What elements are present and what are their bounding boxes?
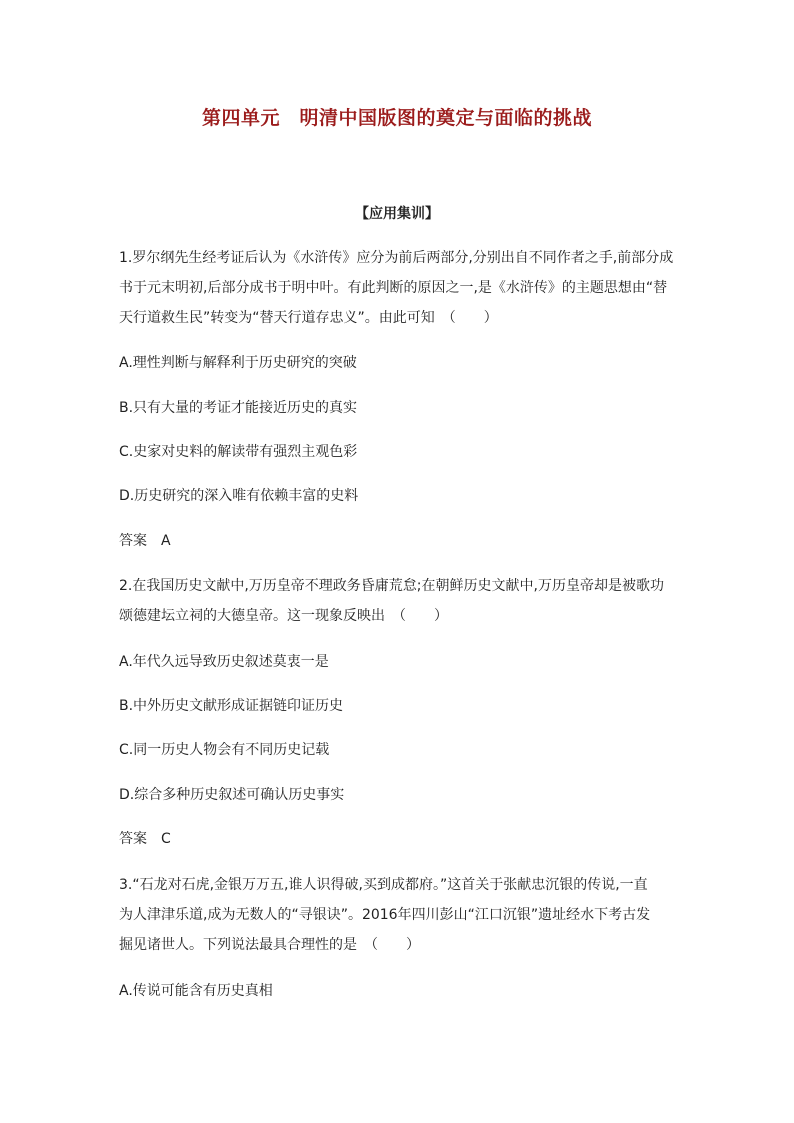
question-1-stem [119, 243, 679, 333]
question-2-option-b: B.中外历史文献形成证据链印证历史 [119, 698, 344, 714]
question-2-answer: 答案 C [119, 831, 171, 847]
question-3-stem-line: 为人津津乐道,成为无数人的“寻银诀”。2016年四川彭山“江口沉银”遗址经水下考古发 [119, 907, 651, 923]
question-2-option-a: A.年代久远导致历史叙述莫衷一是 [119, 654, 329, 670]
question-1-stem-line: 天行道救生民”转变为“替天行道存忠义”。由此可知 （ ） [119, 310, 498, 326]
question-1-option-b: B.只有大量的考证才能接近历史的真实 [119, 400, 358, 416]
question-1-stem-line: 1.罗尔纲先生经考证后认为《水浒传》应分为前后两部分,分别出自不同作者之手,前部分成 [119, 250, 674, 266]
question-1-option-a: A.理性判断与解释利于历史研究的突破 [119, 355, 357, 371]
question-2-stem-line: 颂德建坛立祠的大德皇帝。这一现象反映出 （ ） [119, 608, 448, 624]
question-2-option-c: C.同一历史人物会有不同历史记载 [119, 742, 330, 758]
question-2-stem-line: 2.在我国历史文献中,万历皇帝不理政务昏庸荒怠;在朝鲜历史文献中,万历皇帝却是被歌功 [119, 578, 664, 594]
question-3-stem-line: 3.“石龙对石虎,金银万万五,谁人识得破,买到成都府。”这首关于张献忠沉银的传说,一直 [119, 877, 648, 893]
question-1-option-d: D.历史研究的深入唯有依赖丰富的史料 [119, 488, 359, 504]
page-title: 第四单元 明清中国版图的奠定与面临的挑战 [201, 107, 592, 129]
question-3-stem [119, 870, 679, 960]
question-2-option-d: D.综合多种历史叙述可确认历史事实 [119, 787, 345, 803]
question-1-option-c: C.史家对史料的解读带有强烈主观色彩 [119, 444, 358, 460]
section-heading: 【应用集训】 [355, 206, 439, 222]
question-3-stem-line: 掘见诸世人。下列说法最具合理性的是 （ ） [119, 937, 420, 953]
question-2-stem [119, 571, 679, 631]
question-1-stem-line: 书于元末明初,后部分成书于明中叶。有此判断的原因之一,是《水浒传》的主题思想由“替 [119, 280, 668, 296]
question-1-answer: 答案 A [119, 533, 171, 549]
question-3-option-a: A.传说可能含有历史真相 [119, 983, 273, 999]
